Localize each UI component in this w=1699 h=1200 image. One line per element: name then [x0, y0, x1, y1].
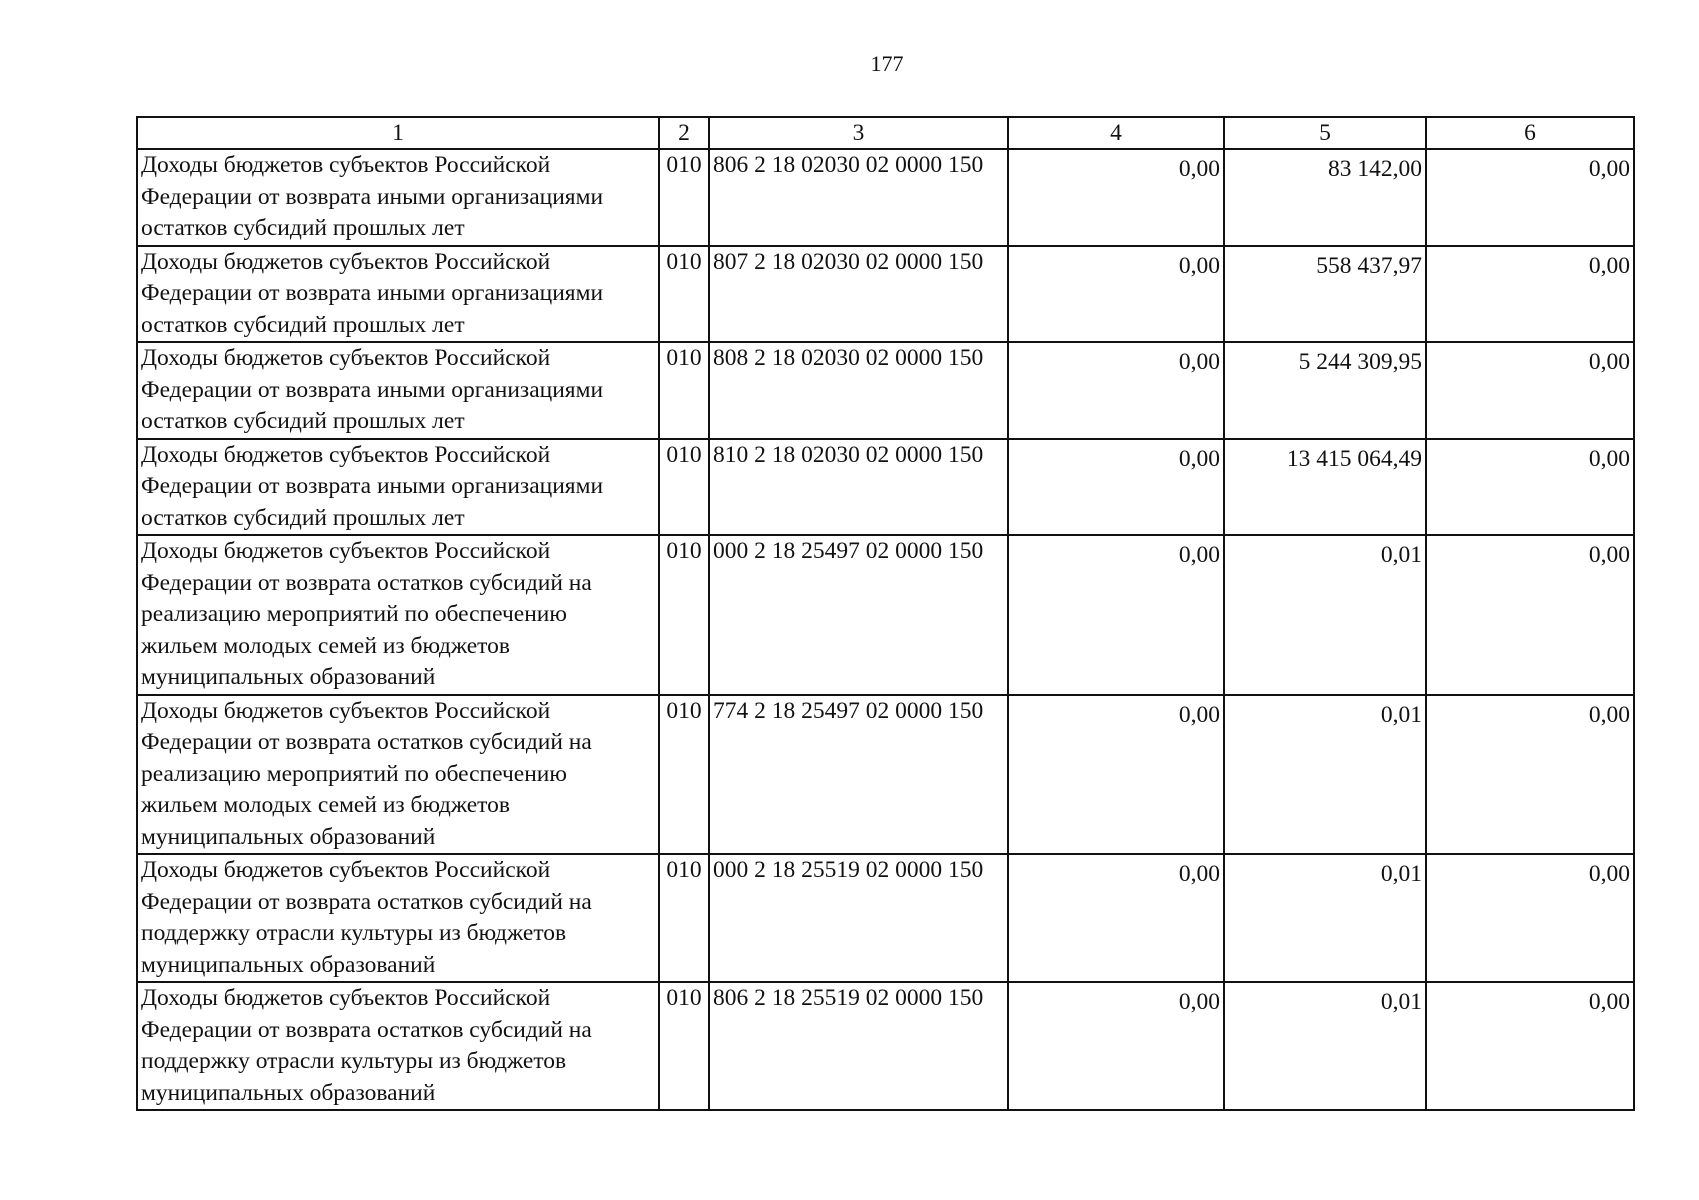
value-col-4-text: 0,00 [1178, 349, 1220, 375]
table-row [137, 439, 1634, 536]
line-code-text: 010 [666, 345, 702, 371]
value-col-4-cell [1008, 439, 1224, 536]
value-col-5-text: 0,01 [1380, 989, 1422, 1015]
revenue-name-line: Доходы бюджетов субъектов Российской [141, 152, 551, 178]
value-col-6-cell [1426, 695, 1634, 855]
line-code-cell [659, 439, 709, 536]
table-header-row [137, 117, 1634, 149]
header-col-2: 2 [659, 117, 709, 149]
value-col-6-text: 0,00 [1588, 156, 1630, 182]
value-col-5-cell [1224, 246, 1426, 343]
table-body [137, 117, 1634, 1110]
revenue-name-line: реализацию мероприятий по обеспечению [141, 601, 567, 627]
value-col-5-cell [1224, 149, 1426, 246]
line-code-cell [659, 854, 709, 982]
value-col-5-text: 13 415 064,49 [1286, 445, 1422, 472]
value-col-6-cell [1426, 854, 1634, 982]
value-col-4-text: 0,00 [1178, 445, 1220, 472]
revenue-name-line: муниципальных образований [141, 823, 436, 850]
value-col-5-cell [1224, 854, 1426, 982]
value-col-5-text: 5 244 309,95 [1298, 349, 1422, 375]
revenue-name-cell [137, 342, 659, 439]
revenue-name-cell [137, 439, 659, 536]
line-code-cell [659, 535, 709, 695]
line-code-text: 010 [666, 248, 702, 275]
budget-classification-code-text: 808 2 18 02030 02 0000 150 [713, 345, 984, 371]
budget-classification-code-cell [709, 695, 1008, 855]
value-col-6-cell [1426, 982, 1634, 1110]
value-col-6-text: 0,00 [1588, 445, 1630, 472]
line-code-cell [659, 149, 709, 246]
value-col-5-text: 0,01 [1380, 861, 1422, 887]
revenue-name-line: поддержку отрасли культуры из бюджетов [141, 920, 567, 946]
revenue-name-line: жильем молодых семей из бюджетов [141, 792, 510, 818]
revenue-name-line: остатков субсидий прошлых лет [141, 215, 465, 241]
value-col-6-text: 0,00 [1588, 349, 1630, 375]
line-code-text: 010 [666, 538, 702, 564]
revenue-name-line: остатков субсидий прошлых лет [141, 504, 465, 531]
budget-classification-code-cell [709, 246, 1008, 343]
revenue-name-cell [137, 246, 659, 343]
budget-classification-code-cell [709, 149, 1008, 246]
revenue-name-line: остатков субсидий прошлых лет [141, 311, 465, 338]
revenue-name-cell [137, 535, 659, 695]
budget-classification-code-text: 810 2 18 02030 02 0000 150 [713, 441, 984, 468]
revenue-name-cell [137, 695, 659, 855]
revenue-name-cell [137, 982, 659, 1110]
revenue-name-line: Федерации от возврата остатков субсидий на [141, 569, 592, 596]
revenue-name-line: поддержку отрасли культуры из бюджетов [141, 1048, 567, 1074]
revenue-name-line: жильем молодых семей из бюджетов [141, 632, 510, 659]
value-col-6-text: 0,00 [1588, 542, 1630, 568]
line-code-text: 010 [666, 697, 702, 724]
header-col-6: 6 [1426, 117, 1634, 149]
header-col-4: 4 [1008, 117, 1224, 149]
line-code-text: 010 [666, 985, 702, 1011]
line-code-text: 010 [666, 441, 702, 468]
value-col-6-text: 0,00 [1588, 252, 1630, 279]
value-col-5-text: 558 437,97 [1316, 252, 1422, 279]
value-col-6-text: 0,00 [1588, 989, 1630, 1015]
revenue-name-line: Федерации от возврата иными организациями [141, 183, 604, 210]
table-row [137, 982, 1634, 1110]
value-col-4-text: 0,00 [1178, 252, 1220, 279]
revenue-name-line: Федерации от возврата иными организациями [141, 376, 604, 403]
value-col-6-text: 0,00 [1588, 701, 1630, 728]
value-col-6-cell [1426, 246, 1634, 343]
revenue-name-line: муниципальных образований [141, 1079, 436, 1106]
value-col-4-cell [1008, 854, 1224, 982]
revenue-name-cell [137, 149, 659, 246]
revenue-table [136, 116, 1635, 1111]
value-col-4-cell [1008, 535, 1224, 695]
budget-classification-code-text: 806 2 18 25519 02 0000 150 [713, 985, 984, 1011]
line-code-cell [659, 246, 709, 343]
table-row [137, 854, 1634, 982]
revenue-name-line: Доходы бюджетов субъектов Российской [141, 345, 551, 371]
line-code-text: 010 [666, 857, 702, 883]
revenue-name-line: Доходы бюджетов субъектов Российской [141, 248, 551, 275]
budget-classification-code-text: 807 2 18 02030 02 0000 150 [713, 248, 984, 275]
revenue-name-line: Доходы бюджетов субъектов Российской [141, 697, 551, 724]
revenue-name-cell [137, 854, 659, 982]
revenue-name-line: Доходы бюджетов субъектов Российской [141, 857, 551, 883]
value-col-6-cell [1426, 342, 1634, 439]
line-code-cell [659, 342, 709, 439]
table-row [137, 342, 1634, 439]
revenue-name-line: муниципальных образований [141, 951, 436, 978]
value-col-5-cell [1224, 535, 1426, 695]
value-col-4-cell [1008, 149, 1224, 246]
value-col-4-text: 0,00 [1178, 701, 1220, 728]
value-col-5-cell [1224, 439, 1426, 536]
header-col-3: 3 [709, 117, 1008, 149]
budget-classification-code-cell [709, 535, 1008, 695]
value-col-5-cell [1224, 982, 1426, 1110]
budget-classification-code-cell [709, 854, 1008, 982]
value-col-4-text: 0,00 [1178, 156, 1220, 182]
budget-classification-code-text: 774 2 18 25497 02 0000 150 [713, 697, 984, 724]
value-col-6-cell [1426, 149, 1634, 246]
value-col-6-cell [1426, 439, 1634, 536]
value-col-6-text: 0,00 [1588, 861, 1630, 887]
value-col-4-cell [1008, 982, 1224, 1110]
revenue-name-line: реализацию мероприятий по обеспечению [141, 760, 567, 787]
value-col-4-text: 0,00 [1178, 861, 1220, 887]
value-col-4-text: 0,00 [1178, 989, 1220, 1015]
budget-classification-code-cell [709, 982, 1008, 1110]
revenue-name-line: Доходы бюджетов субъектов Российской [141, 441, 551, 468]
value-col-4-cell [1008, 695, 1224, 855]
value-col-5-text: 83 142,00 [1328, 156, 1422, 182]
page-number: 177 [870, 51, 904, 76]
revenue-name-line: Федерации от возврата остатков субсидий на [141, 729, 592, 755]
line-code-text: 010 [666, 152, 702, 178]
value-col-5-text: 0,01 [1380, 701, 1422, 728]
value-col-6-cell [1426, 535, 1634, 695]
revenue-name-line: муниципальных образований [141, 664, 436, 690]
table-row [137, 246, 1634, 343]
line-code-cell [659, 695, 709, 855]
revenue-name-line: Доходы бюджетов субъектов Российской [141, 985, 551, 1011]
budget-classification-code-text: 000 2 18 25497 02 0000 150 [713, 538, 984, 564]
revenue-name-line: Федерации от возврата остатков субсидий на [141, 888, 592, 915]
value-col-5-cell [1224, 695, 1426, 855]
budget-classification-code-text: 806 2 18 02030 02 0000 150 [713, 152, 984, 178]
revenue-name-line: Федерации от возврата иными организациями [141, 473, 604, 499]
value-col-5-text: 0,01 [1380, 542, 1422, 568]
budget-classification-code-text: 000 2 18 25519 02 0000 150 [713, 857, 984, 883]
value-col-4-cell [1008, 246, 1224, 343]
header-col-5: 5 [1224, 117, 1426, 149]
revenue-name-line: Федерации от возврата остатков субсидий на [141, 1016, 592, 1043]
revenue-name-line: Федерации от возврата иными организациями [141, 280, 604, 306]
line-code-cell [659, 982, 709, 1110]
header-col-1: 1 [137, 117, 659, 149]
budget-classification-code-cell [709, 342, 1008, 439]
table-row [137, 535, 1634, 695]
value-col-5-cell [1224, 342, 1426, 439]
table-row [137, 149, 1634, 246]
table-row [137, 695, 1634, 855]
value-col-4-cell [1008, 342, 1224, 439]
value-col-4-text: 0,00 [1178, 542, 1220, 568]
budget-classification-code-cell [709, 439, 1008, 536]
revenue-name-line: Доходы бюджетов субъектов Российской [141, 538, 551, 564]
revenue-name-line: остатков субсидий прошлых лет [141, 408, 465, 434]
